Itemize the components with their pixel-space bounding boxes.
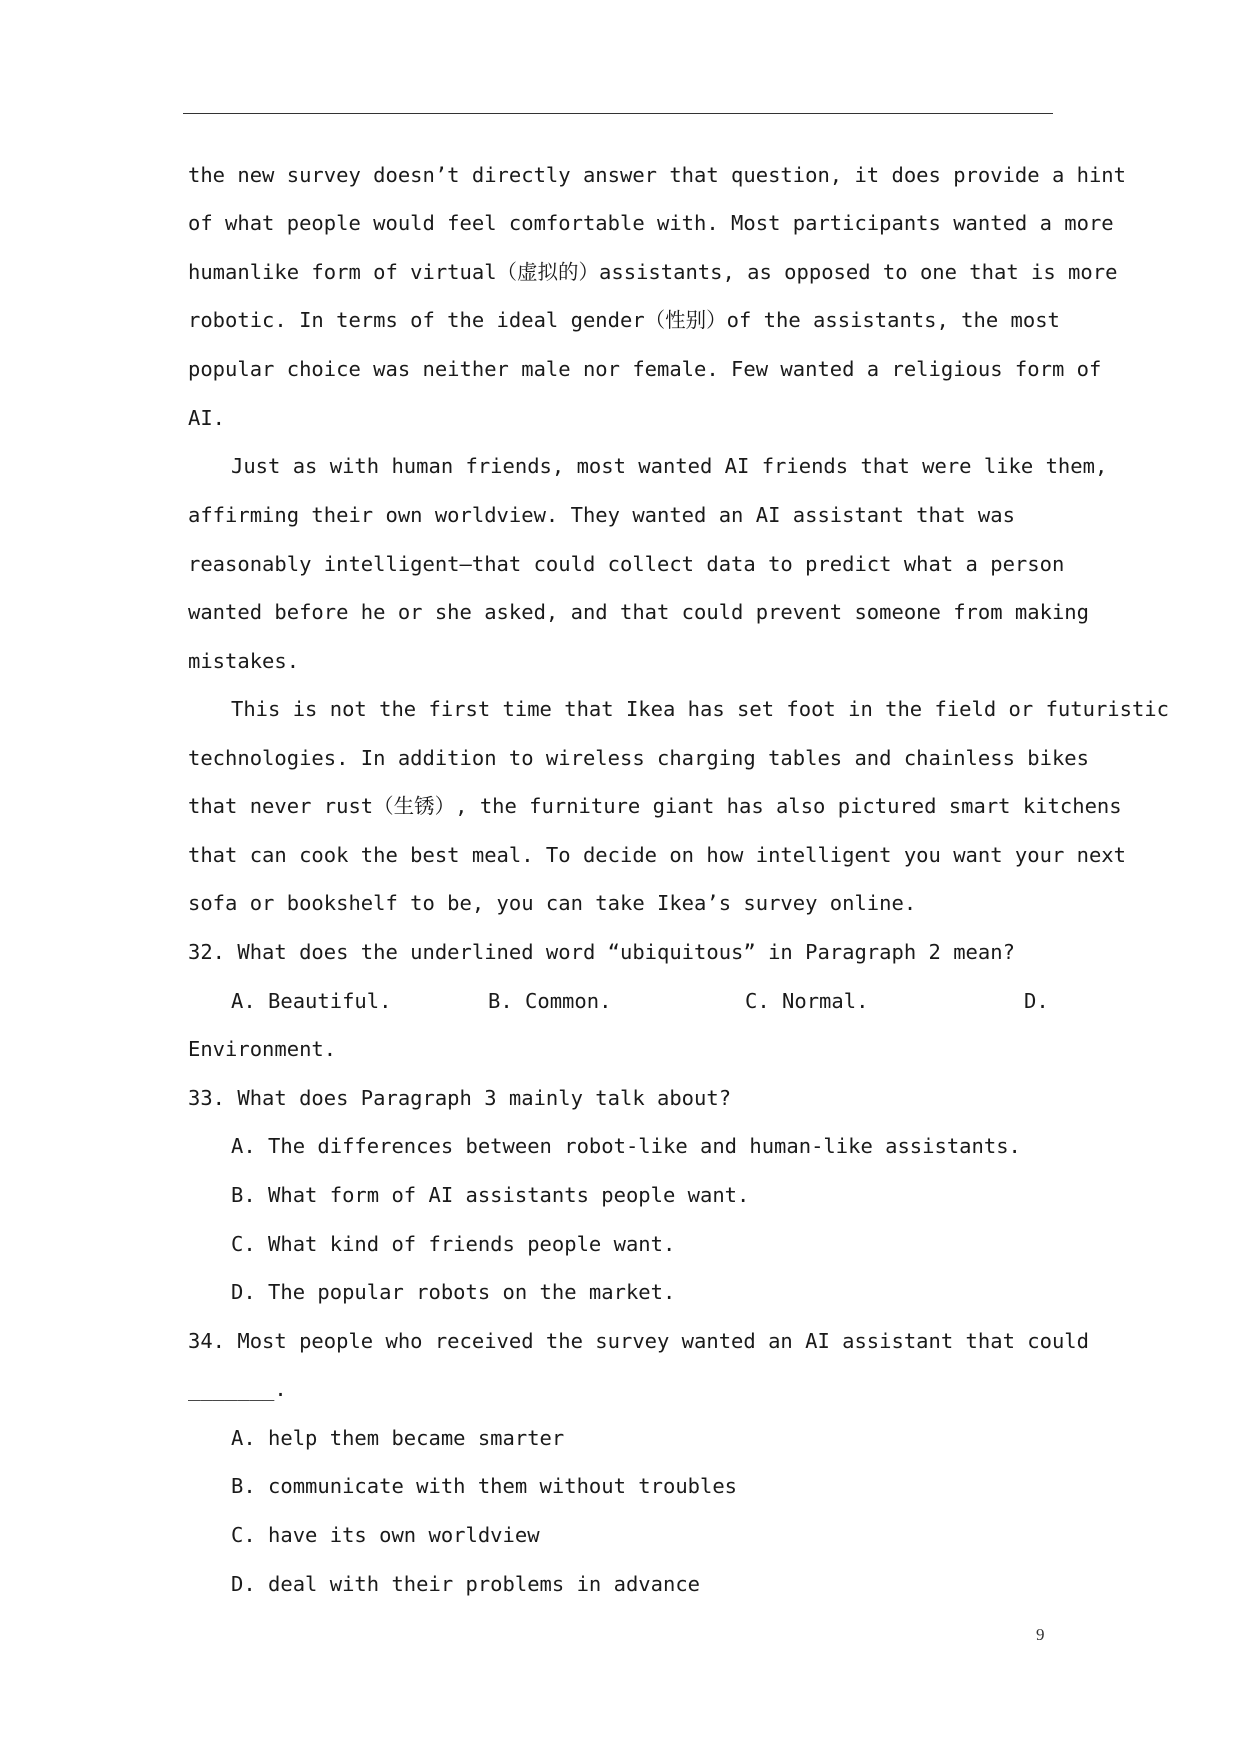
passage-line: that never rust（生锈）, the furniture giant has also pictured smart kitchens <box>188 794 1122 818</box>
passage-line: sofa or bookshelf to be, you can take Ikea’s survey online. <box>188 891 917 915</box>
passage-line: that can cook the best meal. To decide on how intelligent you want your next <box>188 843 1126 867</box>
passage-line: mistakes. <box>188 649 300 673</box>
question-32-option-d-text: Environment. <box>188 1037 337 1061</box>
passage-line: technologies. In addition to wireless charging tables and chainless bikes <box>188 746 1089 770</box>
passage-line: of what people would feel comfortable with. Most participants wanted a more <box>188 211 1114 235</box>
question-34-option-b: B. communicate with them without troubles <box>231 1474 738 1498</box>
question-34-stem: 34. Most people who received the survey wanted an AI assistant that could <box>188 1329 1089 1353</box>
passage-line: affirming their own worldview. They wanted an AI assistant that was <box>188 503 1015 527</box>
question-33-option-a: A. The differences between robot-like and human-like assistants. <box>231 1134 1021 1158</box>
question-32-option-c: C. Normal. <box>745 989 869 1013</box>
question-32-option-a: A. Beautiful. <box>231 989 392 1013</box>
passage-line: AI. <box>188 406 226 430</box>
passage-line: wanted before he or she asked, and that could prevent someone from making <box>188 600 1089 624</box>
question-34-option-d: D. deal with their problems in advance <box>231 1572 700 1596</box>
header-rule <box>183 113 1053 114</box>
question-32-option-d: D. <box>1024 989 1049 1013</box>
question-34-blank: _______. <box>188 1377 287 1401</box>
passage-line: humanlike form of virtual（虚拟的）assistants, as opposed to one that is more <box>188 260 1118 284</box>
question-34-option-a: A. help them became smarter <box>231 1426 565 1450</box>
question-33-stem: 33. What does Paragraph 3 mainly talk about? <box>188 1086 732 1110</box>
passage-line: reasonably intelligent—that could collect data to predict what a person <box>188 552 1065 576</box>
passage-line: Just as with human friends, most wanted AI friends that were like them, <box>231 454 1108 478</box>
question-33-option-c: C. What kind of friends people want. <box>231 1232 676 1256</box>
passage-line: robotic. In terms of the ideal gender（性别）of the assistants, the most <box>188 308 1060 332</box>
question-32-stem: 32. What does the underlined word “ubiquitous” in Paragraph 2 mean? <box>188 940 1015 964</box>
question-33-option-d: D. The popular robots on the market. <box>231 1280 676 1304</box>
question-34-option-c: C. have its own worldview <box>231 1523 540 1547</box>
question-32-option-b: B. Common. <box>488 989 612 1013</box>
passage-line: popular choice was neither male nor female. Few wanted a religious form of <box>188 357 1102 381</box>
passage-line: the new survey doesn’t directly answer that question, it does provide a hint <box>188 163 1126 187</box>
passage-line: This is not the first time that Ikea has set foot in the field or futuristic <box>231 697 1169 721</box>
page-number: 9 <box>1036 1625 1045 1644</box>
question-33-option-b: B. What form of AI assistants people want. <box>231 1183 750 1207</box>
